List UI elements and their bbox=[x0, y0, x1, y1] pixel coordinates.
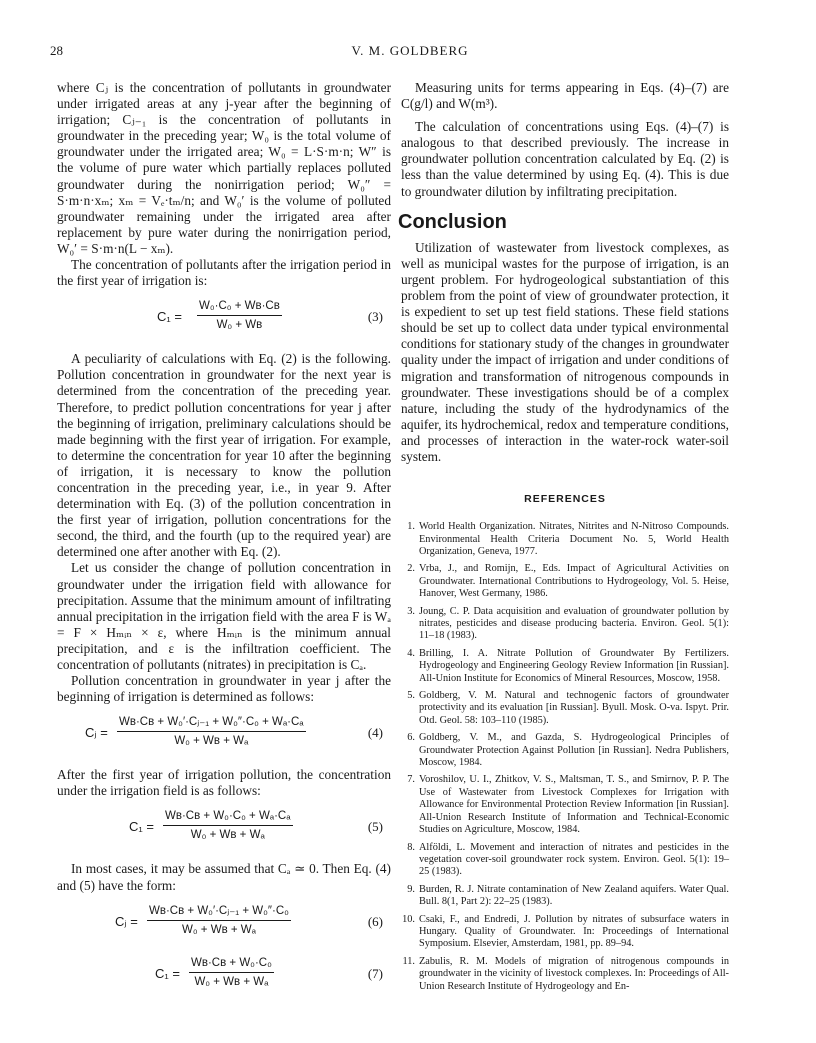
page-number: 28 bbox=[50, 43, 63, 58]
right-column bbox=[398, 80, 729, 998]
reference-text: Zabulis, R. M. Models of migration of nitrogenous compounds in groundwater in the vicinity of livestock complexes. In: Proceedings of All-Union Research Institute of Hydrogeology and En- bbox=[419, 955, 729, 992]
equation-7 bbox=[57, 956, 391, 996]
equation-denominator: W₀ + Wʙ + Wₐ bbox=[181, 923, 256, 936]
reference-number: 7. bbox=[407, 774, 415, 786]
reference-item bbox=[401, 774, 729, 836]
equation-5 bbox=[57, 809, 391, 849]
left-column bbox=[57, 80, 391, 1008]
reference-text: Goldberg, V. M., and Gazda, S. Hydrogeological Principles of Groundwater Protection Against Pollution [in Russian]. Nedra Publishers, Moscow, 1984. bbox=[419, 732, 729, 769]
reference-number: 8. bbox=[407, 841, 415, 853]
references-title: REFERENCES bbox=[524, 493, 606, 506]
paragraph: Utilization of wastewater from livestock complexes, as well as municipal wastes for the purpose of irrigation, is an urgent problem. For hydrogeological substantiation of this problem from the point of view of groundwater protection, it is expedient to set up test field stations. These field stations should be set up to collect data under typical environmental conditions for stationary study of the changes in groundwater quality under the impact of irrigation and under conditions of migration and transformation of nitrogenous compounds in groundwater. These investigations should be of a complex nature, including the study of the hydrodynamics of the aquifer, its hydrochemical, redox and temperature conditions, and processes of interaction in the water-rock water-soil system. bbox=[401, 239, 729, 464]
equation-denominator: W₀ + Wʙ + Wₐ bbox=[194, 975, 269, 988]
reference-item bbox=[401, 690, 729, 727]
equation-fraction bbox=[117, 715, 306, 749]
equation-numerator: Wʙ·Cʙ + W₀·C₀ bbox=[189, 956, 274, 973]
equation-number: (7) bbox=[367, 965, 383, 981]
equation-lhs: C₁ = bbox=[155, 965, 180, 981]
paragraph: After the first year of irrigation pollution, the concentration under the irrigation field is as follows: bbox=[57, 767, 391, 799]
reference-number: 2. bbox=[407, 563, 415, 575]
equation-numerator: Wʙ·Cʙ + W₀·C₀ + Wₐ·Cₐ bbox=[163, 809, 293, 826]
equation-denominator: W₀ + Wʙ + Wₐ bbox=[174, 735, 249, 748]
equation-lhs: Cⱼ = bbox=[115, 913, 138, 929]
equation-number: (5) bbox=[367, 819, 383, 835]
equation-4 bbox=[57, 715, 391, 755]
reference-text: World Health Organization. Nitrates, Nitrites and N-Nitroso Compounds. Environmental Health Criteria Document No. 5, World Health Organization, Geneva, 1977. bbox=[419, 521, 729, 557]
equation-lhs: C₁ = bbox=[157, 309, 182, 325]
equation-number: (4) bbox=[367, 725, 383, 741]
equation-lhs: C₁ = bbox=[129, 819, 154, 835]
equation-fraction bbox=[163, 809, 293, 843]
reference-number: 11. bbox=[402, 955, 415, 967]
reference-number: 9. bbox=[407, 883, 415, 895]
reference-number: 5. bbox=[407, 690, 415, 702]
reference-item bbox=[401, 732, 729, 769]
paragraph: Let us consider the change of pollution concentration in groundwater under the irrigation field with allowance for precipitation. Assume that the minimum amount of infiltrating annual precipitation in the irrigation field with the area F is Wₐ = F × Hₘᵢₙ × ε, where Hₘᵢₙ is the minimum annual precipitation, and ε is the infiltration coefficient. The concentration of pollutants (nitrates) in precipitation is Cₐ. bbox=[57, 560, 391, 672]
reference-number: 6. bbox=[407, 732, 415, 744]
reference-text: Csaki, F., and Endredi, J. Pollution by nitrates of subsurface waters in Hungary. Quality of Groundwater. In: Proceedings of International Symposium. Elsevier, Amsterdam, 1981, pp. 89–94. bbox=[419, 913, 729, 950]
equation-numerator: Wʙ·Cʙ + W₀′·Cⱼ₋₁ + W₀″·C₀ + Wₐ·Cₐ bbox=[117, 715, 306, 732]
page-header bbox=[50, 43, 770, 63]
reference-text: Burden, R. J. Nitrate contamination of New Zealand aquifers. Water Qual. Bull. 8(1, Part 2): 22–25 (1983). bbox=[419, 883, 729, 908]
paragraph: In most cases, it may be assumed that Cₐ ≃ 0. Then Eq. (4) and (5) have the form: bbox=[57, 861, 391, 893]
equation-number: (6) bbox=[367, 913, 383, 929]
equation-fraction bbox=[147, 904, 291, 938]
reference-item bbox=[401, 648, 729, 685]
reference-number: 1. bbox=[407, 521, 415, 533]
equation-number: (3) bbox=[367, 309, 383, 325]
reference-text: Alföldi, L. Movement and interaction of nitrates and pesticides in the vegetation cover-soil groundwater rock system. Environ. Geol. 5(1): 19–25 (1983). bbox=[419, 841, 729, 878]
equation-lhs: Cⱼ = bbox=[85, 725, 108, 741]
reference-item bbox=[401, 842, 729, 879]
equation-6 bbox=[57, 904, 391, 944]
equation-denominator: W₀ + Wʙ bbox=[216, 319, 263, 332]
equation-fraction bbox=[189, 956, 274, 990]
paragraph: The concentration of pollutants after the irrigation period in the first year of irrigation is: bbox=[57, 257, 391, 289]
reference-item bbox=[401, 563, 729, 600]
reference-text: Joung, C. P. Data acquisition and evaluation of groundwater pollution by nitrates, pesticides and disease producing bacteria. Environ. Geol. 5(1): 11–18 (1983). bbox=[419, 605, 729, 642]
reference-number: 4. bbox=[407, 647, 415, 659]
equation-numerator: Wʙ·Cʙ + W₀′·Cⱼ₋₁ + W₀″·C₀ bbox=[147, 904, 291, 921]
equation-numerator: W₀·C₀ + Wʙ·Cʙ bbox=[197, 299, 282, 316]
reference-item bbox=[401, 956, 729, 993]
reference-item bbox=[401, 606, 729, 643]
reference-item bbox=[401, 914, 729, 951]
reference-text: Goldberg, V. M. Natural and technogenic factors of groundwater protectivity and its evaluation [in Russian]. Byull. Mosk. O-va. Ispyt. Prir. Otd. Geol. 58: 103–110 (1985). bbox=[419, 690, 729, 726]
paragraph: A peculiarity of calculations with Eq. (2) is the following. Pollution concentration in groundwater for the next year is determined from the concentration of the preceding year. Therefore, to predict pollution concentrations for year j after the beginning of irrigation, preliminary calculations should be made beginning with the first year of irrigation. For example, to determine the concentration for year 10 after the beginning of irrigation, it is necessary to know the pollution concentration in the preceding year, i.e., in year 9. After determination with Eq. (3) of the pollution concentration in the first year of irrigation, pollution concentrations for the second, the third, and the fourth (up to the required year) are determined one after another with Eq. (2). bbox=[57, 351, 391, 560]
equation-fraction bbox=[197, 299, 282, 333]
paragraph: Pollution concentration in groundwater in year j after the beginning of irrigation is determined as follows: bbox=[57, 673, 391, 705]
equation-denominator: W₀ + Wʙ + Wₐ bbox=[190, 829, 265, 842]
paragraph: Measuring units for terms appearing in Eqs. (4)–(7) are C(g/l) and W(m³). bbox=[401, 80, 729, 112]
paragraph: where Cⱼ is the concentration of pollutants in groundwater under irrigated areas at any j-year after the beginning of irrigation; Cⱼ₋₁ is the concentration of pollutants in groundwater in the preceding year; W₀ is the total volume of groundwater under the irrigated area; W₀ = L·S·m·n; W″ is the volume of pure water which partially replaces polluted groundwater during the nonirrigation period; W₀″ = S·m·n·xₘ; xₘ = Vₑ·tₘ/n; and W₀′ is the volume of polluted groundwater remaining under the irrigated area after replacement by pure water during the nonirrigation period, W₀′ = S·m·n(L − xₘ). bbox=[57, 80, 391, 256]
reference-text: Voroshilov, U. I., Zhitkov, V. S., Maltsman, T. S., and Smirnov, P. P. The Use of Wastewater from Livestock Complexes for Irrigation with Allowance for Environmental Protection Review Information [in Russian]. All-Union Research Institute of Information and Technical-Economic Studies on Agriculture, Moscow, 1984. bbox=[419, 774, 729, 836]
reference-text: Vrba, J., and Romijn, E., Eds. Impact of Agricultural Activities on Groundwater. International Contributions to Hydrogeology, Vol. 5. Heise, Hanover, West Germany, 1986. bbox=[419, 563, 729, 600]
reference-text: Brilling, I. A. Nitrate Pollution of Groundwater By Fertilizers. Hydrogeology and Engineering Geology Review Information [in Russian]. All-Union Institute for Economics of Mineral Resources, Moscow, 1958. bbox=[419, 647, 729, 684]
paragraph: The calculation of concentrations using Eqs. (4)–(7) is analogous to that described previously. The increase in groundwater pollution concentration calculated by Eq. (2) is less than the value determined by using Eq. (4). This is due to groundwater dilution by infiltrating precipitation. bbox=[401, 119, 729, 199]
running-head: V. M. GOLDBERG bbox=[351, 43, 469, 58]
section-title: Conclusion bbox=[398, 210, 507, 233]
equation-3 bbox=[57, 299, 391, 339]
reference-number: 3. bbox=[407, 605, 415, 617]
reference-item bbox=[401, 521, 729, 558]
references-list bbox=[401, 521, 729, 993]
reference-item bbox=[401, 884, 729, 909]
reference-number: 10. bbox=[402, 913, 415, 925]
